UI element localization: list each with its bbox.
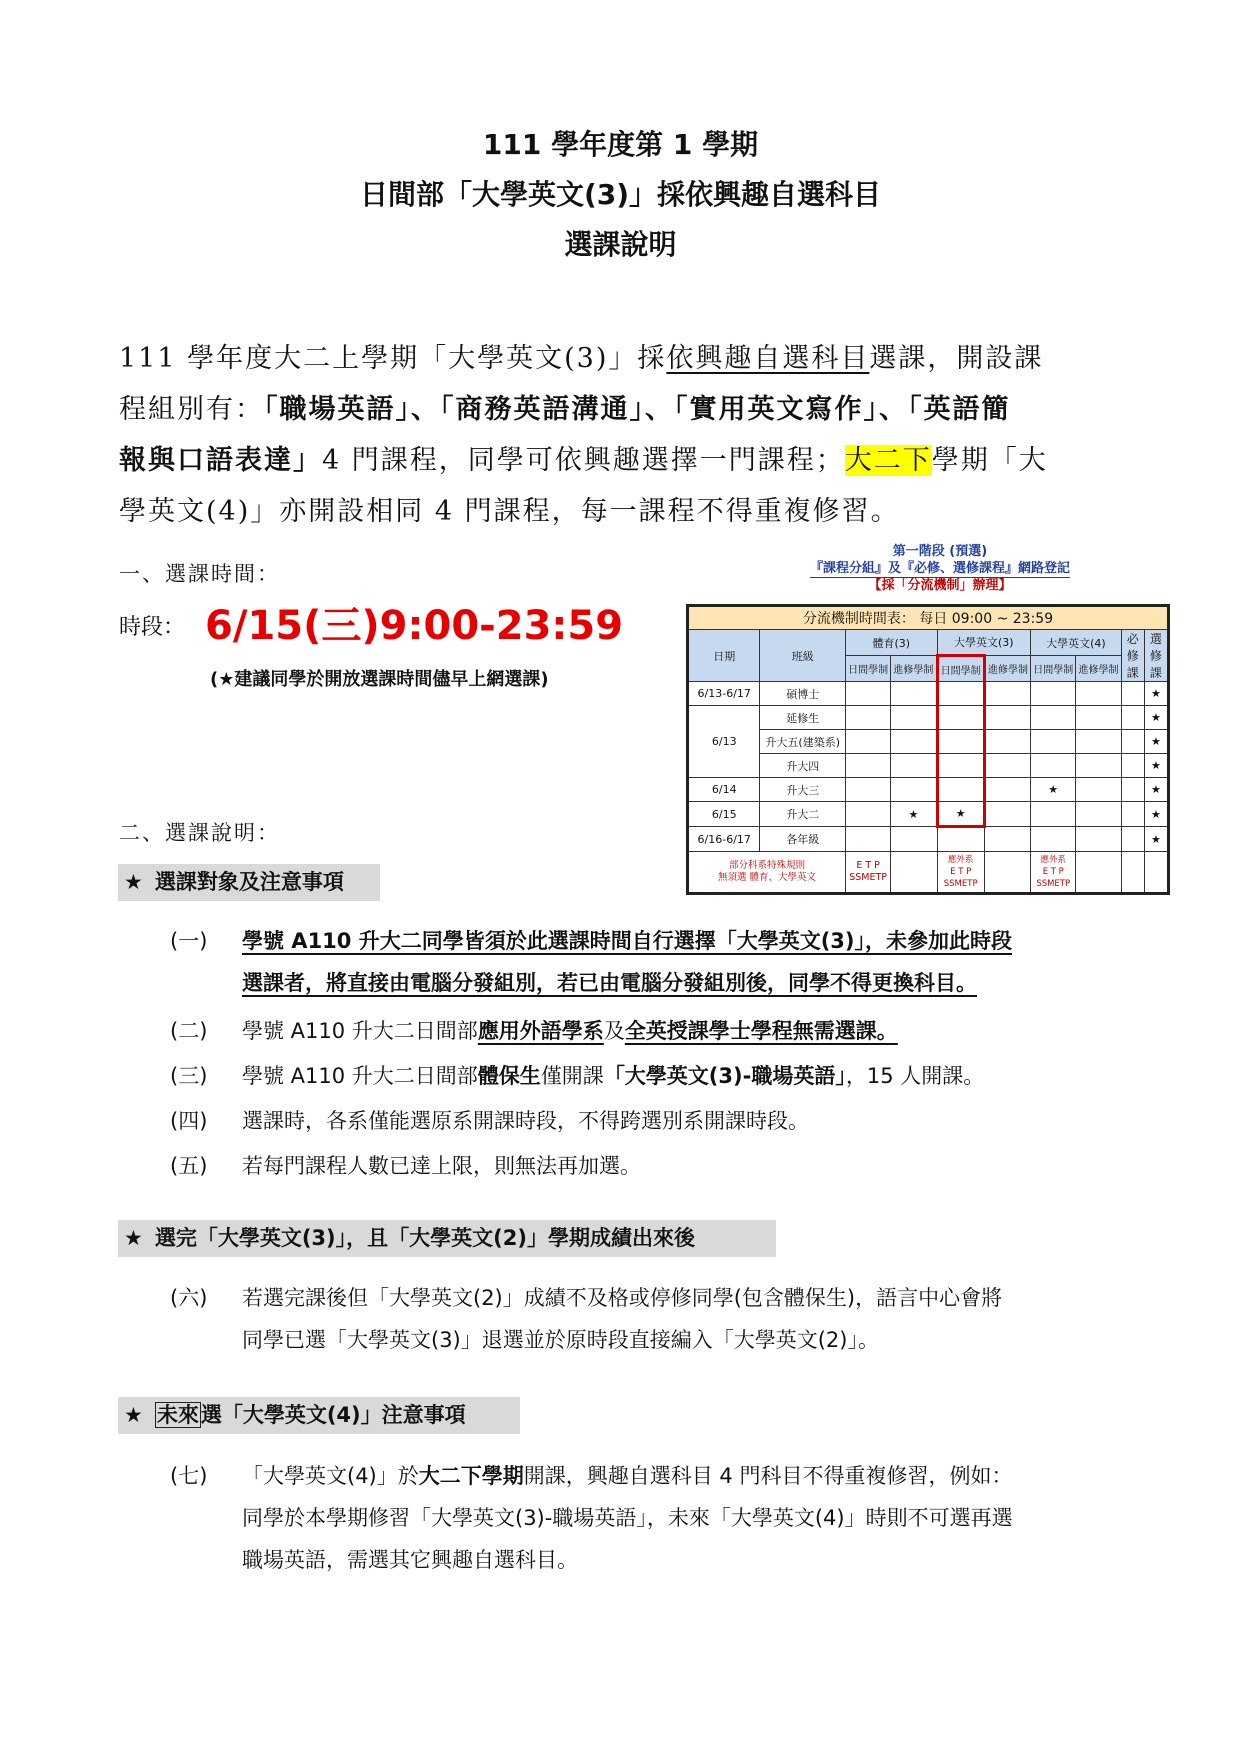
- table-row: 6/15 升大二 ★ ★ ★: [688, 802, 1169, 827]
- list-item: (七) 「大學英文(4)」於大二下學期開課，興趣自選科目 4 門科目不得重複修習，例如： 同學於本學期修習「大學英文(3)-職場英語」，未來「大學英文(4)」時則不可選再選 職場英語，需選其它興趣自選科目。: [170, 1464, 1013, 1572]
- section-bar-1: ★ 選課對象及注意事項: [118, 864, 380, 901]
- schedule-table: 分流機制時間表： 每日 09:00 ~ 23:59 日期 班級 體育(3) 大學英文(3) 大學英文(4) 必修課 選修課 日間學制 進修學制 日間學制 進修學制 日間學制 進修學制 6/13-6/17 碩博士 ★ 6/13 延修生 ★ 升大五(建築系) ★ 升大四 ★ 6/14 升大三 ★ ★ 6/15 升大二 ★ ★ ★ 6/16-6/17 各年級 ★ 部分科系特殊規則 無須選 體育、大學英文 E T P SSMETP 應外系 E T P SSMETP 應外系 E T P SSMETP: [686, 604, 1170, 895]
- star-icon: ★: [124, 1403, 143, 1427]
- figure-caption: 第一階段 (預選) 『課程分組』及『必修、選修課程』網路登記 【採「分流機制」辦理】: [809, 544, 1070, 593]
- table-row: 升大五(建築系) ★: [688, 730, 1169, 754]
- list-item: (一) 學號 A110 升大二同學皆須於此選課時間自行選擇「大學英文(3)」，未參加此時段 選課者，將直接由電腦分發組別，若已由電腦分發組別後，同學不得更換科目。: [170, 929, 1013, 995]
- star-icon: ★: [124, 870, 143, 894]
- table-row: 6/16-6/17 各年級 ★: [688, 827, 1169, 852]
- section-heading-time: 一、選課時間：: [119, 562, 280, 586]
- table-row: 6/13-6/17 碩博士 ★: [688, 682, 1169, 706]
- section-bar-2: ★ 選完「大學英文(3)」，且「大學英文(2)」學期成績出來後: [118, 1220, 776, 1257]
- table-row: 升大四 ★: [688, 754, 1169, 778]
- schedule-header: 分流機制時間表： 每日 09:00 ~ 23:59: [688, 606, 1169, 630]
- list-item: (六) 若選完課後但「大學英文(2)」成績不及格或停修同學(包含體保生)，語言中心會將 同學已選「大學英文(3)」退選並於原時段直接編入「大學英文(2)」。: [170, 1286, 1003, 1352]
- section-heading-notes: 二、選課說明：: [119, 821, 280, 845]
- star-icon: ★: [124, 1226, 143, 1250]
- time-note: (★建議同學於開放選課時間儘早上網選課): [210, 669, 549, 690]
- time-value: 6/15(三)9:00-23:59: [205, 603, 624, 649]
- title-line-1: 111 學年度第 1 學期: [482, 128, 759, 161]
- table-row: 6/14 升大三 ★ ★: [688, 778, 1169, 802]
- intro-paragraph: 111 學年度大二上學期「大學英文(3)」採依興趣自選科目選課，開設課 程組別有：「職場英語」、「商務英語溝通」、「實用英文寫作」、「英語簡 報與口語表達」4 門課程，同學可依興趣選擇一門課程；大二下學期「大 學英文(4)」亦開設相同 4 門課程，每一課程不得重複修習。: [119, 343, 1048, 527]
- title-line-2: 日間部「大學英文(3)」採依興趣自選科目: [359, 178, 882, 211]
- time-label: 時段：: [119, 615, 186, 640]
- title-line-3: 選課說明: [564, 228, 677, 261]
- section-bar-3: ★ 未來選「大學英文(4)」注意事項: [118, 1397, 520, 1434]
- table-row: 6/13 延修生 ★: [688, 706, 1169, 730]
